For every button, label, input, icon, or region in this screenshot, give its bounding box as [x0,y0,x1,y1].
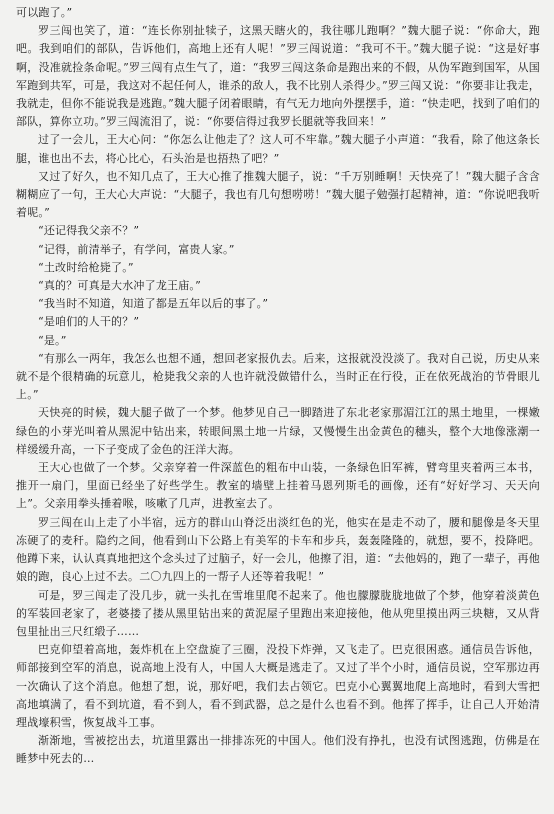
text-paragraph: 渐渐地，雪被挖出去，坑道里露出一排排冻死的中国人。他们没有挣扎，也没有试图逃跑，仿佛是在睡梦中死去的… [16,734,540,766]
text-paragraph: “有那么一两年，我怎么也想不通，想回老家报仇去。后来，这报就没没淡了。我对自己说，历史从来就不是个很精确的玩意儿，枪毙我父亲的人也许就没做错什么，当时正在行役，正在依死战治的节骨眼儿上。” [16,351,540,402]
dialogue-line: “我当时不知道，知道了都是五年以后的事了。” [38,297,269,311]
text-paragraph: 可是，罗三闯走了没几步，就一头扎在雪堆里爬不起来了。他也朦朦胧胧地做了个梦，他穿着淡黄色的军装回老家了，老婆搂了搂从黑里钻出来的黄泥屋子里跑出来迎接他，他从兜里摸出两三块糖，又从背包里扯出三尺红缎子…… [16,588,540,638]
dialogue-line: “是咱们的人干的？” [38,315,140,329]
dialogue-line: “真的？可真是大水冲了龙王庙。” [38,279,201,293]
text-paragraph: 罗三闯在山上走了小半宿，远方的群山山脊泛出淡红色的光，他实在是走不动了，腰和腿像是冬天里冻硬了的麦秆。隐约之间，他看到山下公路上有美军的卡车和步兵，轰轰隆隆的，就想，要不，投降吧。他蹲下来，认认真真地把这个念头过了过脑子，好一会儿，他擦了泪，道：“去他妈的，跑了一辈子，再他娘的跑，良心上过不去。二〇九四上的一帮子人还等着我呢！” [16,515,540,584]
text-paragraph: 巴克仰望着高地，轰炸机在上空盘旋了三圈，没投下炸弹，又飞走了。巴克很困惑。通信员告诉他，师部接到空军的消息，说高地上没有人，中国人大概是逃走了。又过了半个小时，通信员说，空军那边再一次确认了这个消息。他想了想，说，那好吧，我们去占领它。巴克小心翼翼地爬上高地时，看到大雪把高地填满了，看不到坑道，看不到人，看不到武器，总之是什么也看不到。他挥了挥手，让自己人开始清理战壕积雪，恢复战斗工事。 [16,643,540,729]
text-paragraph: 又过了好久，也不知几点了，王大心推了推魏大腿子，说：“千万别睡啊！天快亮了！”魏大腿子含含糊糊应了一句，王大心大声说：“大腿子，我也有几句想唠唠！”魏大腿子勉强打起精神，道：“你说吧我听着呢。” [16,169,540,220]
dialogue-line: “土改时给枪毙了。” [38,260,134,274]
text-paragraph: 过了一会儿，王大心问：“你怎么让他走了？这人可不牢靠。”魏大腿子小声道：“我看，除了他这条长腿，谁也出不去，将心比心，石头治是也捂热了吧？” [16,133,540,165]
text-paragraph: 王大心也做了一个梦。父亲穿着一件深蓝色的粗布中山装，一条绿色旧军裤，臂弯里夹着两三本书，推开一扇门，里面已经坐了好些学生。教室的墙壁上挂着马恩列斯毛的画像，还有“好好学习、天天向上”。父亲用拳头捶着喉，咳嗽了几声，进教室去了。 [16,461,540,511]
text-paragraph: 可以跑了。” [16,6,73,19]
text-paragraph: 天快亮的时候，魏大腿子做了一个梦。他梦见自己一脚踏进了东北老家那湄江江的黑土地里，一棵嫩绿色的小芽光叫着从黑泥中钻出来，转眼间黑土地一片绿，又慢慢生出金黄色的穗头，整个大地像涨潮一样缓缓升高，一下子变成了金色的汪洋大海。 [16,406,540,456]
dialogue-line: “记得，前清举子，有学问，富贵人家。” [38,242,235,256]
text-paragraph: 罗三闯也笑了，道：“连长你别扯犊子，这黑天瞎火的，我往哪儿跑啊？”魏大腿子说：“你命大，跑吧。我到咱们的部队，告诉他们，高地上还有人呢！”罗三闯说道：“我可不干。”魏大腿子说：“这是好事啊，没准就捡条命呢。”罗三闯有点生气了，道：“我罗三闯这条命是跑出来的不假，从伪军跑到国军，从国军跑到共军，可是，我这对不起任何人，谁杀的敌人，我不比别人杀得少。”罗三闯又说：“你要非让我走，我就走，但你不能说我是逃跑。”魏大腿子闭着眼睛，有气无力地向外摆摆手，道：“快走吧，找到了咱们的部队，算你立功。”罗三闯流泪了，说：“你要信得过我罗长腿就等我回来！” [16,24,540,129]
dialogue-line: “是。” [38,333,67,347]
dialogue-line: “还记得我父亲不？” [38,224,140,238]
